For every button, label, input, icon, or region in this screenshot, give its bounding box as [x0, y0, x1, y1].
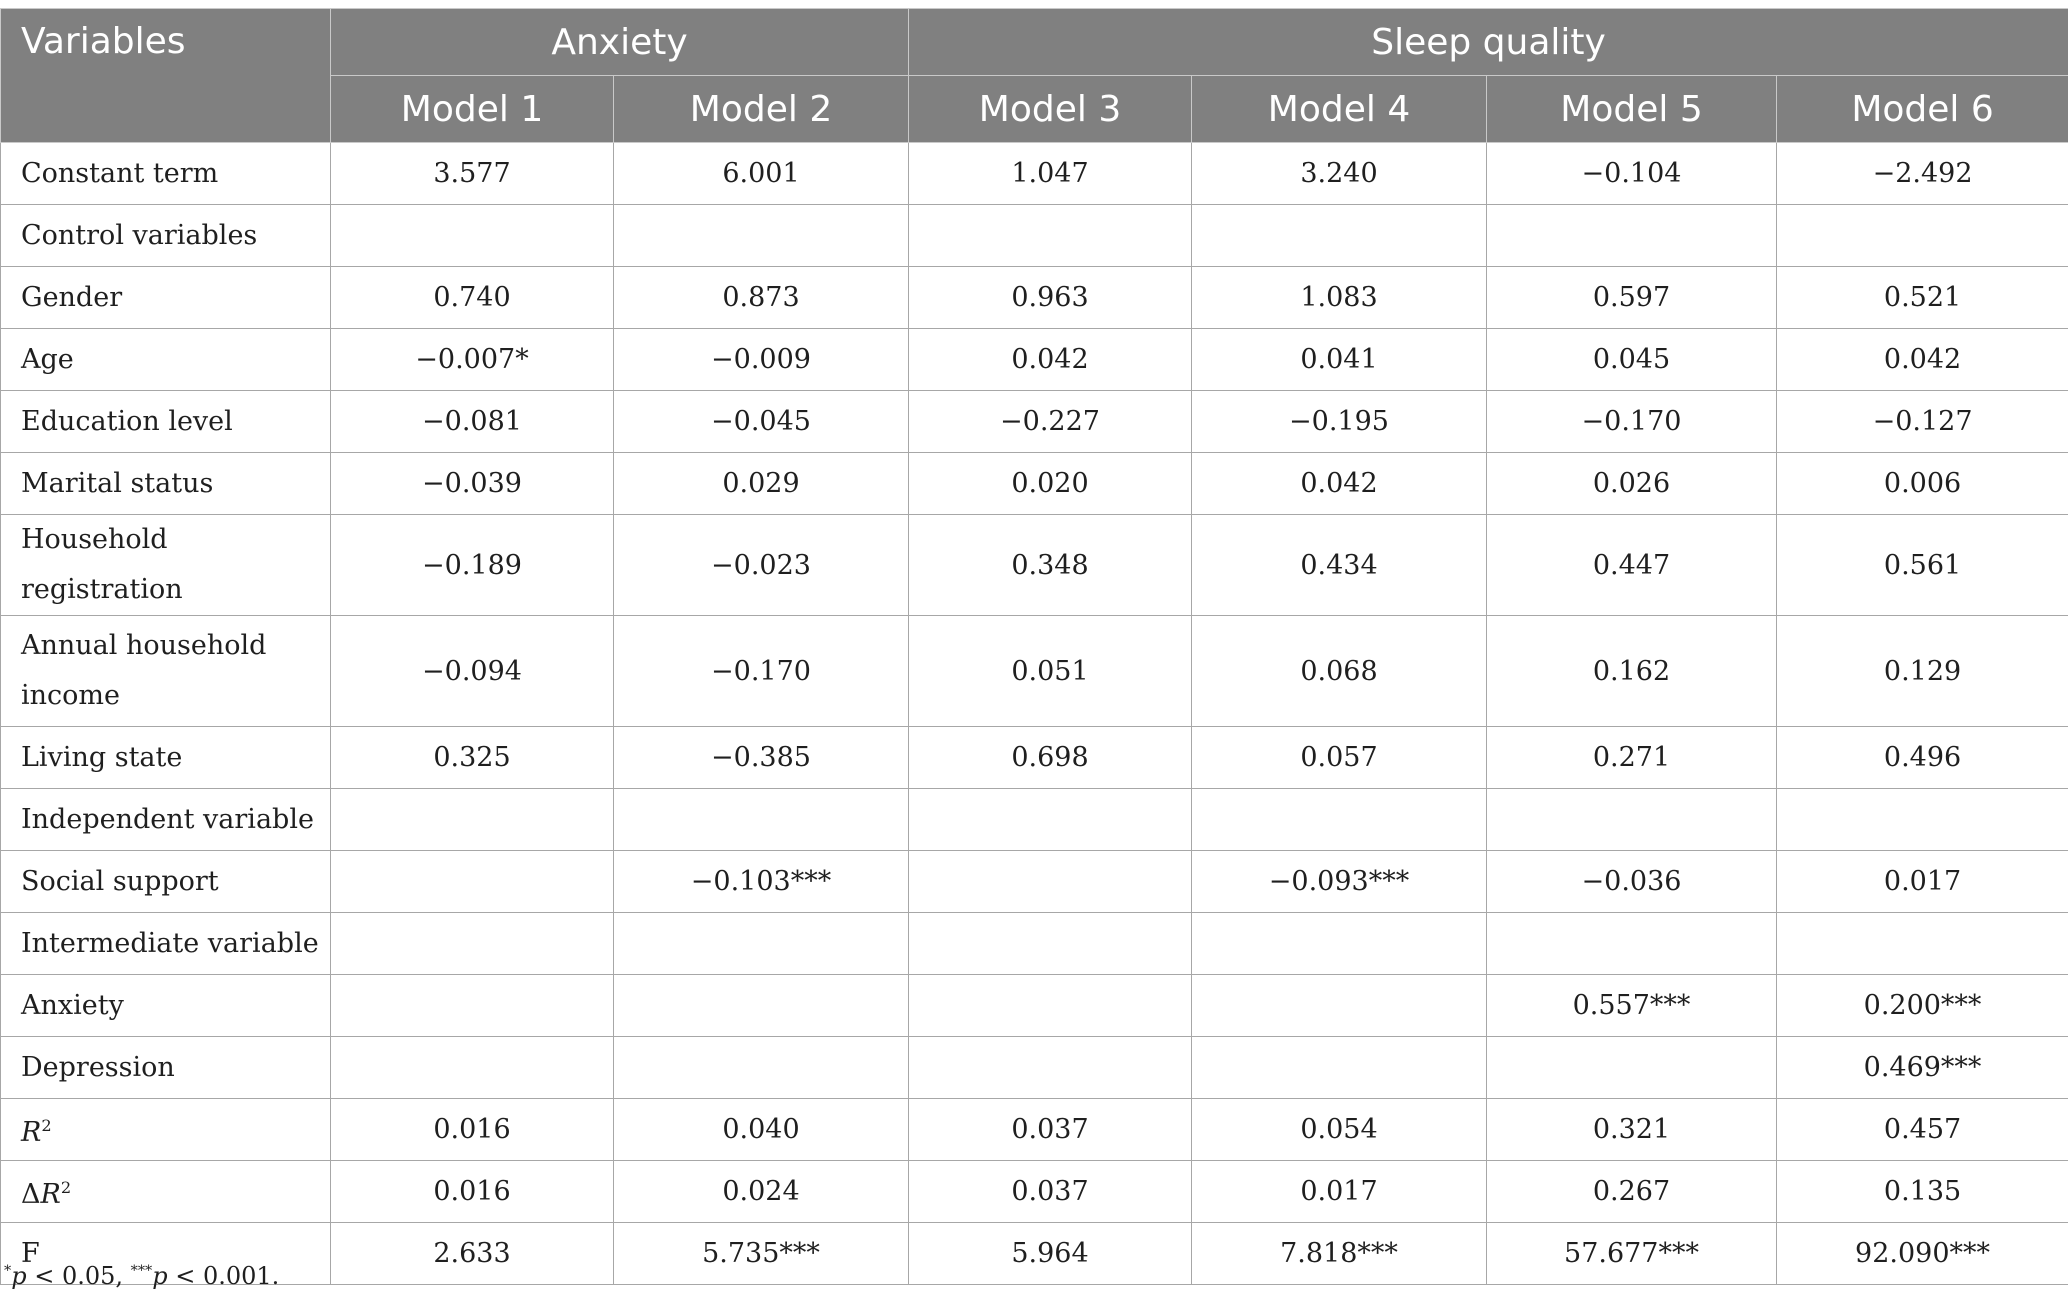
table-cell: 0.447 — [1487, 515, 1777, 616]
table-cell: 0.873 — [614, 267, 909, 329]
table-cell: 57.677*** — [1487, 1223, 1777, 1285]
table-body — [1, 143, 2068, 1285]
table-cell — [1487, 1037, 1777, 1099]
table-cell — [1192, 205, 1487, 267]
table-cell: −0.094 — [331, 616, 614, 727]
row-label: F — [1, 1223, 331, 1285]
model-header: Model 2 — [614, 76, 909, 143]
table-cell — [909, 205, 1192, 267]
table-cell: 0.054 — [1192, 1099, 1487, 1161]
row-label: Age — [1, 329, 331, 391]
table-row — [1, 329, 2068, 391]
table-cell: 5.964 — [909, 1223, 1192, 1285]
table-row — [1, 267, 2068, 329]
table-row — [1, 391, 2068, 453]
table-cell — [909, 789, 1192, 851]
significance-footnote — [4, 1262, 279, 1290]
table-row — [1, 727, 2068, 789]
row-label: Gender — [1, 267, 331, 329]
table-cell: −2.492 — [1777, 143, 2068, 205]
row-label-symbol: R — [40, 1179, 61, 1210]
table-cell — [1487, 205, 1777, 267]
table-row — [1, 1223, 2068, 1285]
row-label: Anxiety — [1, 975, 331, 1037]
table-cell: 5.735*** — [614, 1223, 909, 1285]
table-cell: 0.016 — [331, 1161, 614, 1223]
row-label-superscript: 2 — [41, 1116, 52, 1135]
row-label-superscript: 2 — [60, 1178, 72, 1197]
table-row — [1, 1099, 2068, 1161]
table-cell — [909, 913, 1192, 975]
table-cell — [909, 1037, 1192, 1099]
table-row — [1, 616, 2068, 727]
table-cell — [614, 789, 909, 851]
footnote-p-symbol: p — [11, 1262, 27, 1290]
regression-table — [0, 8, 2068, 1285]
row-label-prefix: Δ — [21, 1179, 41, 1210]
table-cell — [1487, 913, 1777, 975]
table-cell: 0.271 — [1487, 727, 1777, 789]
row-label — [1, 1161, 331, 1223]
table-cell: 0.016 — [331, 1099, 614, 1161]
table-cell: −0.036 — [1487, 851, 1777, 913]
table-cell: 0.006 — [1777, 453, 2068, 515]
table-cell: 0.348 — [909, 515, 1192, 616]
footnote-threshold-1: < 0.05, — [26, 1262, 131, 1290]
model-header: Model 5 — [1487, 76, 1777, 143]
table-cell: 0.496 — [1777, 727, 2068, 789]
table-cell: −0.170 — [614, 616, 909, 727]
table-row — [1, 975, 2068, 1037]
table-cell — [1192, 975, 1487, 1037]
table-cell: −0.189 — [331, 515, 614, 616]
table-cell — [614, 1037, 909, 1099]
row-label: Annual household income — [1, 616, 331, 727]
table-cell — [614, 205, 909, 267]
table-cell: −0.227 — [909, 391, 1192, 453]
header-row-groups — [1, 9, 2068, 76]
table-cell: 92.090*** — [1777, 1223, 2068, 1285]
table-cell: 0.321 — [1487, 1099, 1777, 1161]
table-cell: 7.818*** — [1192, 1223, 1487, 1285]
table-row — [1, 205, 2068, 267]
table-cell: 0.051 — [909, 616, 1192, 727]
table-cell: 0.017 — [1192, 1161, 1487, 1223]
table-cell: 0.267 — [1487, 1161, 1777, 1223]
table-cell: 0.129 — [1777, 616, 2068, 727]
table-cell: −0.385 — [614, 727, 909, 789]
table-cell: 0.042 — [1777, 329, 2068, 391]
table-cell: −0.093*** — [1192, 851, 1487, 913]
table-cell: −0.039 — [331, 453, 614, 515]
table-cell: 0.557*** — [1487, 975, 1777, 1037]
table-cell — [1192, 789, 1487, 851]
table-cell: 6.001 — [614, 143, 909, 205]
row-label: Household registration — [1, 515, 331, 616]
table-cell — [331, 205, 614, 267]
table-cell: 0.521 — [1777, 267, 2068, 329]
row-label — [1, 1099, 331, 1161]
table-cell: 0.597 — [1487, 267, 1777, 329]
footnote-star-single: * — [4, 1263, 12, 1279]
table-cell — [614, 913, 909, 975]
group-header-anxiety: Anxiety — [331, 9, 909, 76]
model-header: Model 1 — [331, 76, 614, 143]
table-cell: −0.170 — [1487, 391, 1777, 453]
table-cell: 0.057 — [1192, 727, 1487, 789]
table-cell: −0.127 — [1777, 391, 2068, 453]
table-cell — [909, 851, 1192, 913]
group-header-sleep-quality: Sleep quality — [909, 9, 2068, 76]
row-label-symbol: R — [21, 1117, 42, 1148]
table-cell — [1487, 789, 1777, 851]
table-row — [1, 851, 2068, 913]
table-cell: 0.200*** — [1777, 975, 2068, 1037]
table-cell: −0.009 — [614, 329, 909, 391]
table-cell: 0.042 — [909, 329, 1192, 391]
variables-header: Variables — [1, 9, 331, 143]
table-cell: 0.040 — [614, 1099, 909, 1161]
row-label: Depression — [1, 1037, 331, 1099]
row-label: Intermediate variable — [1, 913, 331, 975]
table-cell: 0.042 — [1192, 453, 1487, 515]
table-cell — [1192, 913, 1487, 975]
footnote-star-triple: *** — [130, 1263, 153, 1279]
model-header: Model 3 — [909, 76, 1192, 143]
table-cell: −0.195 — [1192, 391, 1487, 453]
table-cell: 0.041 — [1192, 329, 1487, 391]
table-cell — [1777, 913, 2068, 975]
table-cell: 0.469*** — [1777, 1037, 2068, 1099]
table-cell: 0.037 — [909, 1161, 1192, 1223]
table-cell — [331, 789, 614, 851]
table-cell: 0.162 — [1487, 616, 1777, 727]
table-cell — [331, 975, 614, 1037]
model-header: Model 6 — [1777, 76, 2068, 143]
footnote-p-symbol: p — [152, 1262, 168, 1290]
table-cell — [909, 975, 1192, 1037]
table-cell: 2.633 — [331, 1223, 614, 1285]
table-cell: −0.007* — [331, 329, 614, 391]
table-cell: 0.698 — [909, 727, 1192, 789]
table-cell: −0.103*** — [614, 851, 909, 913]
row-label: Living state — [1, 727, 331, 789]
row-label: Marital status — [1, 453, 331, 515]
table-cell: 0.020 — [909, 453, 1192, 515]
row-label: Constant term — [1, 143, 331, 205]
table-cell: 1.083 — [1192, 267, 1487, 329]
table-cell — [1192, 1037, 1487, 1099]
table-cell: 0.024 — [614, 1161, 909, 1223]
table-cell: 0.963 — [909, 267, 1192, 329]
row-label: Control variables — [1, 205, 331, 267]
table-row — [1, 1037, 2068, 1099]
table-row — [1, 515, 2068, 616]
table-cell: 0.068 — [1192, 616, 1487, 727]
table-cell: 0.325 — [331, 727, 614, 789]
table-cell: 3.577 — [331, 143, 614, 205]
table-cell — [331, 913, 614, 975]
table-cell: −0.081 — [331, 391, 614, 453]
table-cell: 0.561 — [1777, 515, 2068, 616]
footnote-threshold-2: < 0.001. — [167, 1262, 280, 1290]
model-header: Model 4 — [1192, 76, 1487, 143]
table-cell: 0.135 — [1777, 1161, 2068, 1223]
table-cell — [331, 1037, 614, 1099]
table-cell — [1777, 789, 2068, 851]
table-cell: 0.029 — [614, 453, 909, 515]
table-cell: 0.017 — [1777, 851, 2068, 913]
table-cell: 0.457 — [1777, 1099, 2068, 1161]
table-cell: 3.240 — [1192, 143, 1487, 205]
table-row — [1, 1161, 2068, 1223]
table-cell: −0.045 — [614, 391, 909, 453]
row-label: Education level — [1, 391, 331, 453]
table-cell — [614, 975, 909, 1037]
row-label: Social support — [1, 851, 331, 913]
table-cell: −0.104 — [1487, 143, 1777, 205]
table-row — [1, 789, 2068, 851]
table-cell: 0.434 — [1192, 515, 1487, 616]
table-row — [1, 453, 2068, 515]
table-row — [1, 143, 2068, 205]
table-cell: 0.037 — [909, 1099, 1192, 1161]
row-label: Independent variable — [1, 789, 331, 851]
table-cell: 0.026 — [1487, 453, 1777, 515]
table-cell: 0.045 — [1487, 329, 1777, 391]
table-cell — [1777, 205, 2068, 267]
table-row — [1, 913, 2068, 975]
table-cell: 0.740 — [331, 267, 614, 329]
table-cell: 1.047 — [909, 143, 1192, 205]
table-cell — [331, 851, 614, 913]
table-cell: −0.023 — [614, 515, 909, 616]
